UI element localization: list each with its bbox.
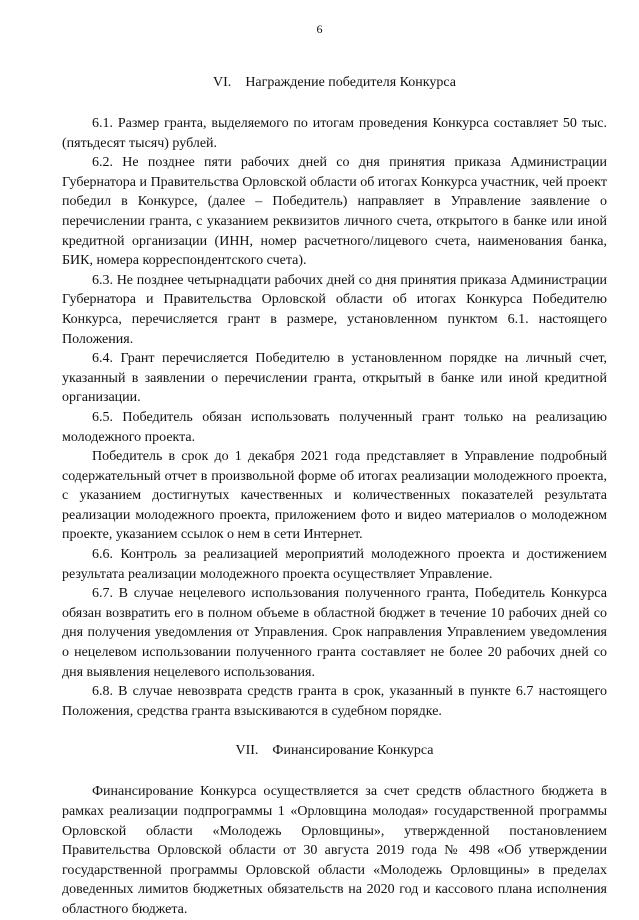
paragraph-financing: Финансирование Конкурса осуществляется за счет средств областного бюджета в рамках реализации подпрограммы 1 «Орловщина молодая» государственной программы Орловской области «Молодежь Орловщины», утвержденной постановлением Правительства Орловской области от 30 августа 2019 года № 498 «Об утверждении государственной программы Орловской области «Молодежь Орловщины» в пределах доведенных лимитов бюджетных обязательств на 2020 год и кассового плана исполнения областного бюджета. bbox=[62, 784, 607, 917]
paragraph-6-2: 6.2. Не позднее пяти рабочих дней со дня принятия приказа Администрации Губернатора и Правительства Орловской области об итогах Конкурса участник, чей проект победил в Конкурсе, (далее – Победитель) направляет в Управление заявление о перечислении гранта, с указанием реквизитов личного счета, открытого в банке или иной кредитной организации (ИНН, номер расчетного/лицевого счета, наименования банка, БИК, номера корреспондентского счета). bbox=[62, 155, 607, 269]
section-6-number: VI. bbox=[213, 75, 232, 90]
paragraph-6-8: 6.8. В случае невозврата средств гранта в срок, указанный в пункте 6.7 настоящего Положения, средства гранта взыскиваются в судебном порядке. bbox=[62, 684, 607, 719]
paragraph-6-4: 6.4. Грант перечисляется Победителю в установленном порядке на личный счет, указанный в заявлении о перечислении гранта, открытый в банке или иной кредитной организации. bbox=[62, 351, 607, 406]
paragraph-report: Победитель в срок до 1 декабря 2021 года представляет в Управление подробный содержательный отчет в произвольной форме об итогах реализации молодежного проекта, с указанием достигнутых качественных и количественных показателей результата реализации молодежного проекта, приложением фото и видео материалов о молодежном проекте, указанием ссылок о нем в сети Интернет. bbox=[62, 449, 607, 543]
page-number: 6 bbox=[316, 22, 323, 36]
section-6-heading bbox=[62, 73, 607, 92]
paragraph-6-1: 6.1. Размер гранта, выделяемого по итогам проведения Конкурса составляет 50 тыс. (пятьдесят тысяч) рублей. bbox=[62, 116, 607, 151]
section-6-title: Награждение победителя Конкурса bbox=[245, 75, 456, 90]
paragraph-6-6: 6.6. Контроль за реализацией мероприятий молодежного проекта и достижением результата реализации молодежного проекта осуществляет Управление. bbox=[62, 547, 607, 582]
paragraph-6-5: 6.5. Победитель обязан использовать полученный грант только на реализацию молодежного проекта. bbox=[62, 409, 607, 445]
section-7-heading bbox=[62, 741, 607, 760]
section-7-title: Финансирование Конкурса bbox=[272, 743, 434, 759]
section-7-number: VII. bbox=[235, 743, 259, 759]
paragraph-6-7: 6.7. В случае нецелевого использования полученного гранта, Победитель Конкурса обязан возвратить его в полном объеме в областной бюджет в течение 10 рабочих дней со дня получения уведомления от Управления. Срок направления Управлением уведомления о нецелевом использовании полученного гранта составляет не более 20 рабочих дней со дня выявления нецелевого использования. bbox=[62, 586, 607, 680]
paragraph-6-3: 6.3. Не позднее четырнадцати рабочих дней со дня принятия приказа Администрации Губернатора и Правительства Орловской области об итогах Конкурса Победителю Конкурса, перечисляется грант в размере, установленном пунктом 6.1. настоящего Положения. bbox=[62, 272, 607, 347]
